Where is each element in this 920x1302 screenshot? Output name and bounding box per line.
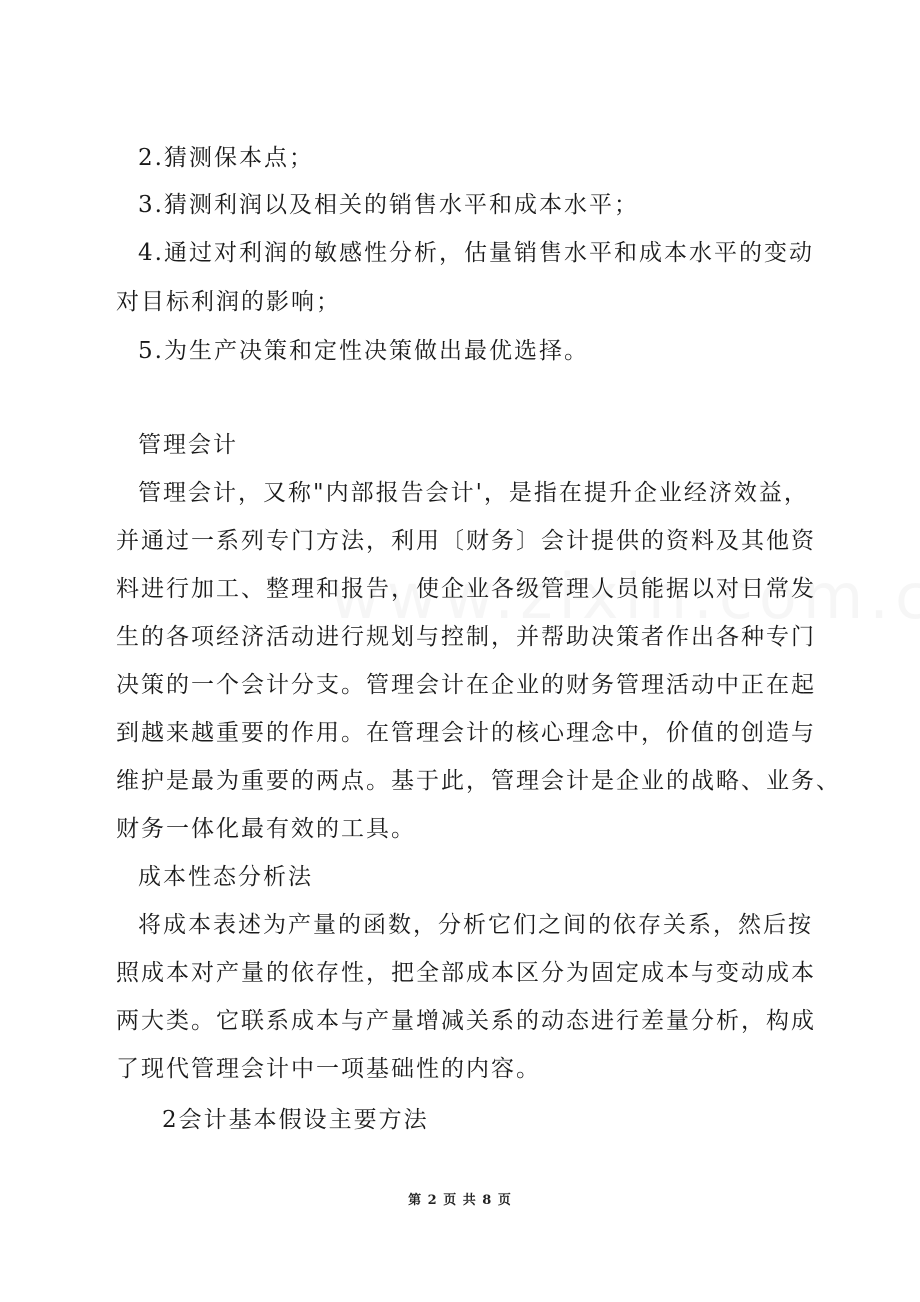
paragraph-line: 将成本表述为产量的函数，分析它们之间的依存关系，然后按	[138, 912, 813, 938]
list-item: 2.猜测保本点；	[138, 145, 314, 171]
page-footer: 第 2 页 共 8 页	[408, 1193, 512, 1208]
paragraph-line: 管理会计，又称"内部报告会计'，是指在提升企业经济效益，	[138, 480, 809, 506]
section-heading: 2会计基本假设主要方法	[162, 1107, 429, 1133]
paragraph-line: 到越来越重要的作用。在管理会计的核心理念中，价值的创造与	[116, 720, 816, 746]
section-heading: 成本性态分析法	[138, 864, 313, 890]
paragraph-line: 维护是最为重要的两点。基于此，管理会计是企业的战略、业务、	[116, 768, 841, 794]
paragraph-line: 生的各项经济活动进行规划与控制，并帮助决策者作出各种专门	[116, 624, 816, 650]
section-heading: 管理会计	[138, 432, 238, 458]
paragraph-line: 财务一体化最有效的工具。	[116, 816, 416, 842]
list-item: 3.猜测利润以及相关的销售水平和成本水平；	[138, 192, 639, 218]
paragraph-line: 照成本对产量的依存性，把全部成本区分为固定成本与变动成本	[116, 960, 816, 986]
paragraph-line: 并通过一系列专门方法，利用〔财务〕会计提供的资料及其他资	[116, 528, 816, 554]
paragraph-line: 两大类。它联系成本与产量增减关系的动态进行差量分析，构成	[116, 1008, 816, 1034]
paragraph-line: 料进行加工、整理和报告，使企业各级管理人员能据以对日常发	[116, 576, 816, 602]
paragraph-line: 了现代管理会计中一项基础性的内容。	[116, 1056, 541, 1082]
paragraph-line: 决策的一个会计分支。管理会计在企业的财务管理活动中正在起	[116, 672, 816, 698]
list-item: 4.通过对利润的敏感性分析，估量销售水平和成本水平的变动	[138, 240, 814, 266]
list-item: 5.为生产决策和定性决策做出最优选择。	[138, 338, 589, 364]
list-item-continuation: 对目标利润的影响；	[116, 289, 341, 315]
